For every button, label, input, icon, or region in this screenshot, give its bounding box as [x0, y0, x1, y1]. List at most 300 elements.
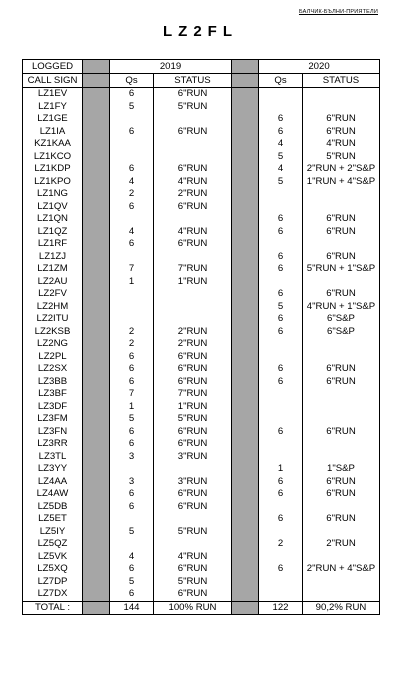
- gray-separator: [232, 451, 259, 464]
- table-row: [23, 113, 380, 126]
- gray-separator: [83, 113, 110, 126]
- qs-2019-cell: 6: [110, 563, 154, 576]
- qs-2020-cell: 6: [259, 376, 303, 389]
- call-sign-cell: LZ1QN: [23, 213, 83, 226]
- table-row: [23, 413, 380, 426]
- gray-separator: [232, 151, 259, 164]
- qs-2020-cell: 6: [259, 288, 303, 301]
- total-row: [23, 601, 380, 615]
- call-sign-cell: LZ3RR: [23, 438, 83, 451]
- table-row: [23, 238, 380, 251]
- gray-separator: [83, 551, 110, 564]
- qs-2019-cell: [110, 513, 154, 526]
- table-row: [23, 188, 380, 201]
- qs-2020-cell: 6: [259, 488, 303, 501]
- qs-2019-cell: [110, 213, 154, 226]
- call-sign-cell: LZ1EV: [23, 88, 83, 101]
- qs-2020-cell: 2: [259, 538, 303, 551]
- call-sign-cell: LZ2PL: [23, 351, 83, 364]
- status-2019-cell: 6"RUN: [154, 163, 232, 176]
- table-body: [23, 88, 380, 602]
- status-2020-cell: 6"S&P: [303, 313, 380, 326]
- qs-2020-cell: 4: [259, 138, 303, 151]
- status-2019-cell: 2"RUN: [154, 338, 232, 351]
- status-2020-cell: 6"RUN: [303, 426, 380, 439]
- gray-separator: [83, 538, 110, 551]
- qs-2019-cell: 6: [110, 363, 154, 376]
- table-row: [23, 476, 380, 489]
- call-sign-cell: LZ1NG: [23, 188, 83, 201]
- table-row: [23, 438, 380, 451]
- table-row: [23, 88, 380, 101]
- gray-separator: [83, 351, 110, 364]
- qs-2020-cell: 6: [259, 213, 303, 226]
- call-sign-cell: LZ3BB: [23, 376, 83, 389]
- call-sign-cell: LZ2SX: [23, 363, 83, 376]
- call-sign-cell: LZ3DF: [23, 401, 83, 414]
- status-2019-cell: 6"RUN: [154, 238, 232, 251]
- qs-2020-cell: 6: [259, 126, 303, 139]
- status-2020-cell: [303, 501, 380, 514]
- gray-separator: [232, 226, 259, 239]
- qs-2020-cell: 6: [259, 226, 303, 239]
- qs-2019-cell: 7: [110, 263, 154, 276]
- status-2019-cell: [154, 513, 232, 526]
- total-qs-2019: 144: [110, 601, 154, 615]
- status-2020-cell: [303, 451, 380, 464]
- qs-2019-cell: [110, 313, 154, 326]
- gray-separator: [232, 563, 259, 576]
- status-2019-cell: [154, 251, 232, 264]
- gray-separator: [83, 338, 110, 351]
- gray-separator: [83, 263, 110, 276]
- qs-2020-cell: 6: [259, 363, 303, 376]
- status-2020-cell: [303, 526, 380, 539]
- status-2020-cell: 6"RUN: [303, 288, 380, 301]
- qs-2019-cell: [110, 113, 154, 126]
- table-row: [23, 126, 380, 139]
- status-2020-cell: 6"S&P: [303, 326, 380, 339]
- gray-separator: [83, 488, 110, 501]
- table-row: [23, 226, 380, 239]
- status-2019-cell: 1"RUN: [154, 401, 232, 414]
- qs-2020-cell: [259, 413, 303, 426]
- status-2019-cell: [154, 138, 232, 151]
- gray-separator: [83, 126, 110, 139]
- call-sign-cell: LZ5IY: [23, 526, 83, 539]
- gray-separator: [83, 88, 110, 101]
- year-2019-header: 2019: [110, 60, 232, 74]
- gray-separator: [232, 413, 259, 426]
- status-2019-cell: [154, 213, 232, 226]
- table-row: [23, 588, 380, 601]
- call-sign-cell: LZ3FM: [23, 413, 83, 426]
- status-2019-cell: 1"RUN: [154, 276, 232, 289]
- status-2020-cell: [303, 338, 380, 351]
- status-2020-cell: [303, 588, 380, 601]
- qs-2019-cell: [110, 251, 154, 264]
- gray-separator: [83, 363, 110, 376]
- header-row-years: [23, 60, 380, 74]
- qs-2020-cell: [259, 338, 303, 351]
- status-2020-cell: 1"RUN + 4"S&P: [303, 176, 380, 189]
- qs-2019-cell: 2: [110, 188, 154, 201]
- table-row: [23, 313, 380, 326]
- status-2019-cell: 6"RUN: [154, 438, 232, 451]
- status-2020-cell: [303, 551, 380, 564]
- gray-separator: [232, 601, 259, 615]
- status-2019-cell: 4"RUN: [154, 226, 232, 239]
- call-sign-cell: LZ5XQ: [23, 563, 83, 576]
- status-2019-cell: 6"RUN: [154, 363, 232, 376]
- qs-2019-cell: 6: [110, 426, 154, 439]
- status-2019-cell: 6"RUN: [154, 426, 232, 439]
- qs-2019-cell: 1: [110, 276, 154, 289]
- status-2020-cell: 4"RUN: [303, 138, 380, 151]
- total-qs-2020: 122: [259, 601, 303, 615]
- gray-separator: [83, 251, 110, 264]
- gray-separator: [232, 513, 259, 526]
- qs-2020-cell: 6: [259, 313, 303, 326]
- status-2019-cell: 6"RUN: [154, 376, 232, 389]
- call-sign-cell: LZ2KSB: [23, 326, 83, 339]
- table-row: [23, 151, 380, 164]
- call-sign-cell: LZ5ET: [23, 513, 83, 526]
- qs-2019-cell: [110, 138, 154, 151]
- qs-2020-cell: 1: [259, 463, 303, 476]
- status-2019-cell: 6"RUN: [154, 488, 232, 501]
- gray-separator: [83, 226, 110, 239]
- qs-2020-cell: 6: [259, 113, 303, 126]
- table-row: [23, 163, 380, 176]
- status-2020-cell: 2"RUN: [303, 538, 380, 551]
- gray-separator: [232, 476, 259, 489]
- qs-2019-cell: 6: [110, 351, 154, 364]
- table-row: [23, 263, 380, 276]
- total-label: TOTAL :: [23, 601, 83, 615]
- call-sign-cell: LZ2FV: [23, 288, 83, 301]
- qs-2020-cell: 4: [259, 163, 303, 176]
- call-sign-cell: LZ3YY: [23, 463, 83, 476]
- gray-separator: [232, 163, 259, 176]
- gray-separator: [83, 74, 110, 88]
- qs-2020-cell: [259, 238, 303, 251]
- call-sign-cell: LZ1RF: [23, 238, 83, 251]
- gray-separator: [232, 263, 259, 276]
- gray-separator: [83, 563, 110, 576]
- qs-2020-cell: 6: [259, 326, 303, 339]
- status-2020-cell: 5"RUN + 1"S&P: [303, 263, 380, 276]
- qs-2019-cell: [110, 301, 154, 314]
- table-row: [23, 426, 380, 439]
- gray-separator: [83, 60, 110, 74]
- status-2019-header: STATUS: [154, 74, 232, 88]
- table-row: [23, 101, 380, 114]
- gray-separator: [232, 60, 259, 74]
- status-2019-cell: 5"RUN: [154, 526, 232, 539]
- qs-2020-cell: [259, 276, 303, 289]
- gray-separator: [232, 538, 259, 551]
- table-row: [23, 201, 380, 214]
- call-sign-cell: LZ1GE: [23, 113, 83, 126]
- call-sign-cell: LZ1ZJ: [23, 251, 83, 264]
- call-sign-cell: LZ2AU: [23, 276, 83, 289]
- gray-separator: [83, 301, 110, 314]
- gray-separator: [232, 276, 259, 289]
- status-2019-cell: [154, 538, 232, 551]
- status-2020-cell: 6"RUN: [303, 476, 380, 489]
- qs-2020-cell: [259, 451, 303, 464]
- table-row: [23, 338, 380, 351]
- qs-2019-cell: 2: [110, 338, 154, 351]
- gray-separator: [83, 213, 110, 226]
- gray-separator: [83, 201, 110, 214]
- gray-separator: [232, 551, 259, 564]
- table-row: [23, 576, 380, 589]
- call-sign-cell: LZ5DB: [23, 501, 83, 514]
- qs-2019-cell: 6: [110, 488, 154, 501]
- status-2019-cell: 2"RUN: [154, 188, 232, 201]
- qs-2020-cell: [259, 501, 303, 514]
- gray-separator: [83, 451, 110, 464]
- call-sign-cell: LZ7DX: [23, 588, 83, 601]
- table-row: [23, 451, 380, 464]
- call-sign-cell: LZ1KDP: [23, 163, 83, 176]
- qs-2019-cell: 4: [110, 226, 154, 239]
- status-2020-cell: 6"RUN: [303, 226, 380, 239]
- status-2020-cell: [303, 388, 380, 401]
- status-2020-cell: [303, 413, 380, 426]
- call-sign-cell: LZ3TL: [23, 451, 83, 464]
- qs-2020-cell: [259, 101, 303, 114]
- logged-header: LOGGED: [23, 60, 83, 74]
- qs-2019-cell: 5: [110, 576, 154, 589]
- status-2020-cell: 6"RUN: [303, 113, 380, 126]
- table-row: [23, 563, 380, 576]
- call-sign-cell: KZ1KAA: [23, 138, 83, 151]
- gray-separator: [232, 238, 259, 251]
- gray-separator: [83, 588, 110, 601]
- gray-separator: [232, 376, 259, 389]
- status-2020-cell: [303, 201, 380, 214]
- table-row: [23, 138, 380, 151]
- qs-2019-cell: [110, 151, 154, 164]
- gray-separator: [232, 201, 259, 214]
- gray-separator: [83, 388, 110, 401]
- status-2020-cell: 1"S&P: [303, 463, 380, 476]
- gray-separator: [83, 413, 110, 426]
- gray-separator: [232, 313, 259, 326]
- table-row: [23, 176, 380, 189]
- qs-2019-cell: 6: [110, 588, 154, 601]
- table-row: [23, 401, 380, 414]
- status-2019-cell: 5"RUN: [154, 576, 232, 589]
- gray-separator: [83, 526, 110, 539]
- qs-2020-cell: [259, 201, 303, 214]
- call-sign-cell: LZ1QV: [23, 201, 83, 214]
- gray-separator: [232, 426, 259, 439]
- qs-2020-cell: 5: [259, 151, 303, 164]
- qs-2019-cell: 7: [110, 388, 154, 401]
- status-2019-cell: [154, 463, 232, 476]
- table-row: [23, 276, 380, 289]
- call-sign-cell: LZ4AA: [23, 476, 83, 489]
- qs-2020-cell: [259, 401, 303, 414]
- status-2020-cell: 6"RUN: [303, 251, 380, 264]
- qs-2019-cell: 6: [110, 88, 154, 101]
- qs-2020-cell: 6: [259, 251, 303, 264]
- qs-2020-cell: [259, 438, 303, 451]
- qs-2019-cell: [110, 288, 154, 301]
- table-row: [23, 501, 380, 514]
- status-2019-cell: [154, 301, 232, 314]
- status-2019-cell: 6"RUN: [154, 563, 232, 576]
- status-2020-cell: [303, 238, 380, 251]
- gray-separator: [232, 388, 259, 401]
- qs-2020-cell: [259, 551, 303, 564]
- gray-separator: [83, 101, 110, 114]
- table-row: [23, 326, 380, 339]
- table-row: [23, 363, 380, 376]
- qs-2020-cell: 5: [259, 176, 303, 189]
- qso-table: [22, 59, 380, 615]
- gray-separator: [232, 126, 259, 139]
- gray-separator: [83, 176, 110, 189]
- status-2019-cell: 5"RUN: [154, 413, 232, 426]
- table-row: [23, 463, 380, 476]
- gray-separator: [83, 601, 110, 615]
- qs-2019-cell: 6: [110, 201, 154, 214]
- gray-separator: [232, 526, 259, 539]
- qs-2019-cell: 6: [110, 238, 154, 251]
- gray-separator: [232, 576, 259, 589]
- gray-separator: [232, 488, 259, 501]
- status-2020-cell: 6"RUN: [303, 126, 380, 139]
- status-2020-cell: 6"RUN: [303, 213, 380, 226]
- status-2019-cell: 4"RUN: [154, 551, 232, 564]
- status-2020-cell: 6"RUN: [303, 488, 380, 501]
- gray-separator: [232, 176, 259, 189]
- qs-2020-cell: 6: [259, 513, 303, 526]
- table-row: [23, 513, 380, 526]
- qs-2020-cell: [259, 588, 303, 601]
- gray-separator: [232, 251, 259, 264]
- qs-2019-cell: 4: [110, 551, 154, 564]
- total-status-2020: 90,2% RUN: [303, 601, 380, 615]
- qs-2020-cell: [259, 576, 303, 589]
- table-row: [23, 288, 380, 301]
- table-row: [23, 251, 380, 264]
- year-2020-header: 2020: [259, 60, 380, 74]
- gray-separator: [232, 401, 259, 414]
- call-sign-cell: LZ1KPO: [23, 176, 83, 189]
- gray-separator: [83, 288, 110, 301]
- qs-2020-cell: [259, 388, 303, 401]
- gray-separator: [232, 326, 259, 339]
- call-sign-cell: LZ5VK: [23, 551, 83, 564]
- gray-separator: [83, 151, 110, 164]
- call-sign-cell: LZ7DP: [23, 576, 83, 589]
- gray-separator: [232, 113, 259, 126]
- status-2020-cell: [303, 351, 380, 364]
- qs-2020-cell: 6: [259, 476, 303, 489]
- status-2019-cell: 7"RUN: [154, 263, 232, 276]
- status-2019-cell: 5"RUN: [154, 101, 232, 114]
- qs-2019-cell: 6: [110, 438, 154, 451]
- call-sign-header: CALL SIGN: [23, 74, 83, 88]
- call-sign-cell: LZ1KCO: [23, 151, 83, 164]
- gray-separator: [232, 74, 259, 88]
- status-2020-cell: 6"RUN: [303, 363, 380, 376]
- qs-2019-cell: 1: [110, 401, 154, 414]
- gray-separator: [232, 188, 259, 201]
- qs-2020-cell: 5: [259, 301, 303, 314]
- gray-separator: [83, 163, 110, 176]
- status-2020-cell: [303, 401, 380, 414]
- status-2020-cell: 2"RUN + 4"S&P: [303, 563, 380, 576]
- qs-2020-cell: 6: [259, 263, 303, 276]
- status-2019-cell: 7"RUN: [154, 388, 232, 401]
- status-2019-cell: [154, 113, 232, 126]
- call-sign-cell: LZ4AW: [23, 488, 83, 501]
- gray-separator: [83, 376, 110, 389]
- qs-2019-cell: 6: [110, 501, 154, 514]
- gray-separator: [232, 138, 259, 151]
- qs-2019-cell: 3: [110, 451, 154, 464]
- qs-2020-header: Qs: [259, 74, 303, 88]
- status-2020-cell: [303, 276, 380, 289]
- gray-separator: [83, 438, 110, 451]
- table-row: [23, 351, 380, 364]
- status-2019-cell: 2"RUN: [154, 326, 232, 339]
- qs-2019-cell: 5: [110, 413, 154, 426]
- gray-separator: [232, 288, 259, 301]
- call-sign-cell: LZ1QZ: [23, 226, 83, 239]
- gray-separator: [83, 238, 110, 251]
- qs-2020-cell: [259, 188, 303, 201]
- qs-2019-cell: [110, 538, 154, 551]
- status-2019-cell: 6"RUN: [154, 126, 232, 139]
- call-sign-cell: LZ1ZM: [23, 263, 83, 276]
- qs-2020-cell: [259, 351, 303, 364]
- status-2019-cell: [154, 288, 232, 301]
- table-row: [23, 538, 380, 551]
- call-sign-cell: LZ2ITU: [23, 313, 83, 326]
- total-status-2019: 100% RUN: [154, 601, 232, 615]
- status-2020-cell: [303, 101, 380, 114]
- gray-separator: [83, 476, 110, 489]
- qs-2019-cell: 5: [110, 101, 154, 114]
- gray-separator: [83, 188, 110, 201]
- status-2019-cell: 6"RUN: [154, 501, 232, 514]
- gray-separator: [232, 363, 259, 376]
- gray-separator: [83, 501, 110, 514]
- qs-2019-cell: 5: [110, 526, 154, 539]
- gray-separator: [83, 463, 110, 476]
- status-2019-cell: 3"RUN: [154, 451, 232, 464]
- status-2020-cell: 5"RUN: [303, 151, 380, 164]
- qs-2019-header: Qs: [110, 74, 154, 88]
- gray-separator: [83, 138, 110, 151]
- qs-2020-cell: 6: [259, 426, 303, 439]
- gray-separator: [232, 301, 259, 314]
- qs-2019-cell: 6: [110, 163, 154, 176]
- qs-2020-cell: 6: [259, 563, 303, 576]
- status-2019-cell: [154, 313, 232, 326]
- table-row: [23, 213, 380, 226]
- gray-separator: [232, 338, 259, 351]
- call-sign-cell: LZ3FN: [23, 426, 83, 439]
